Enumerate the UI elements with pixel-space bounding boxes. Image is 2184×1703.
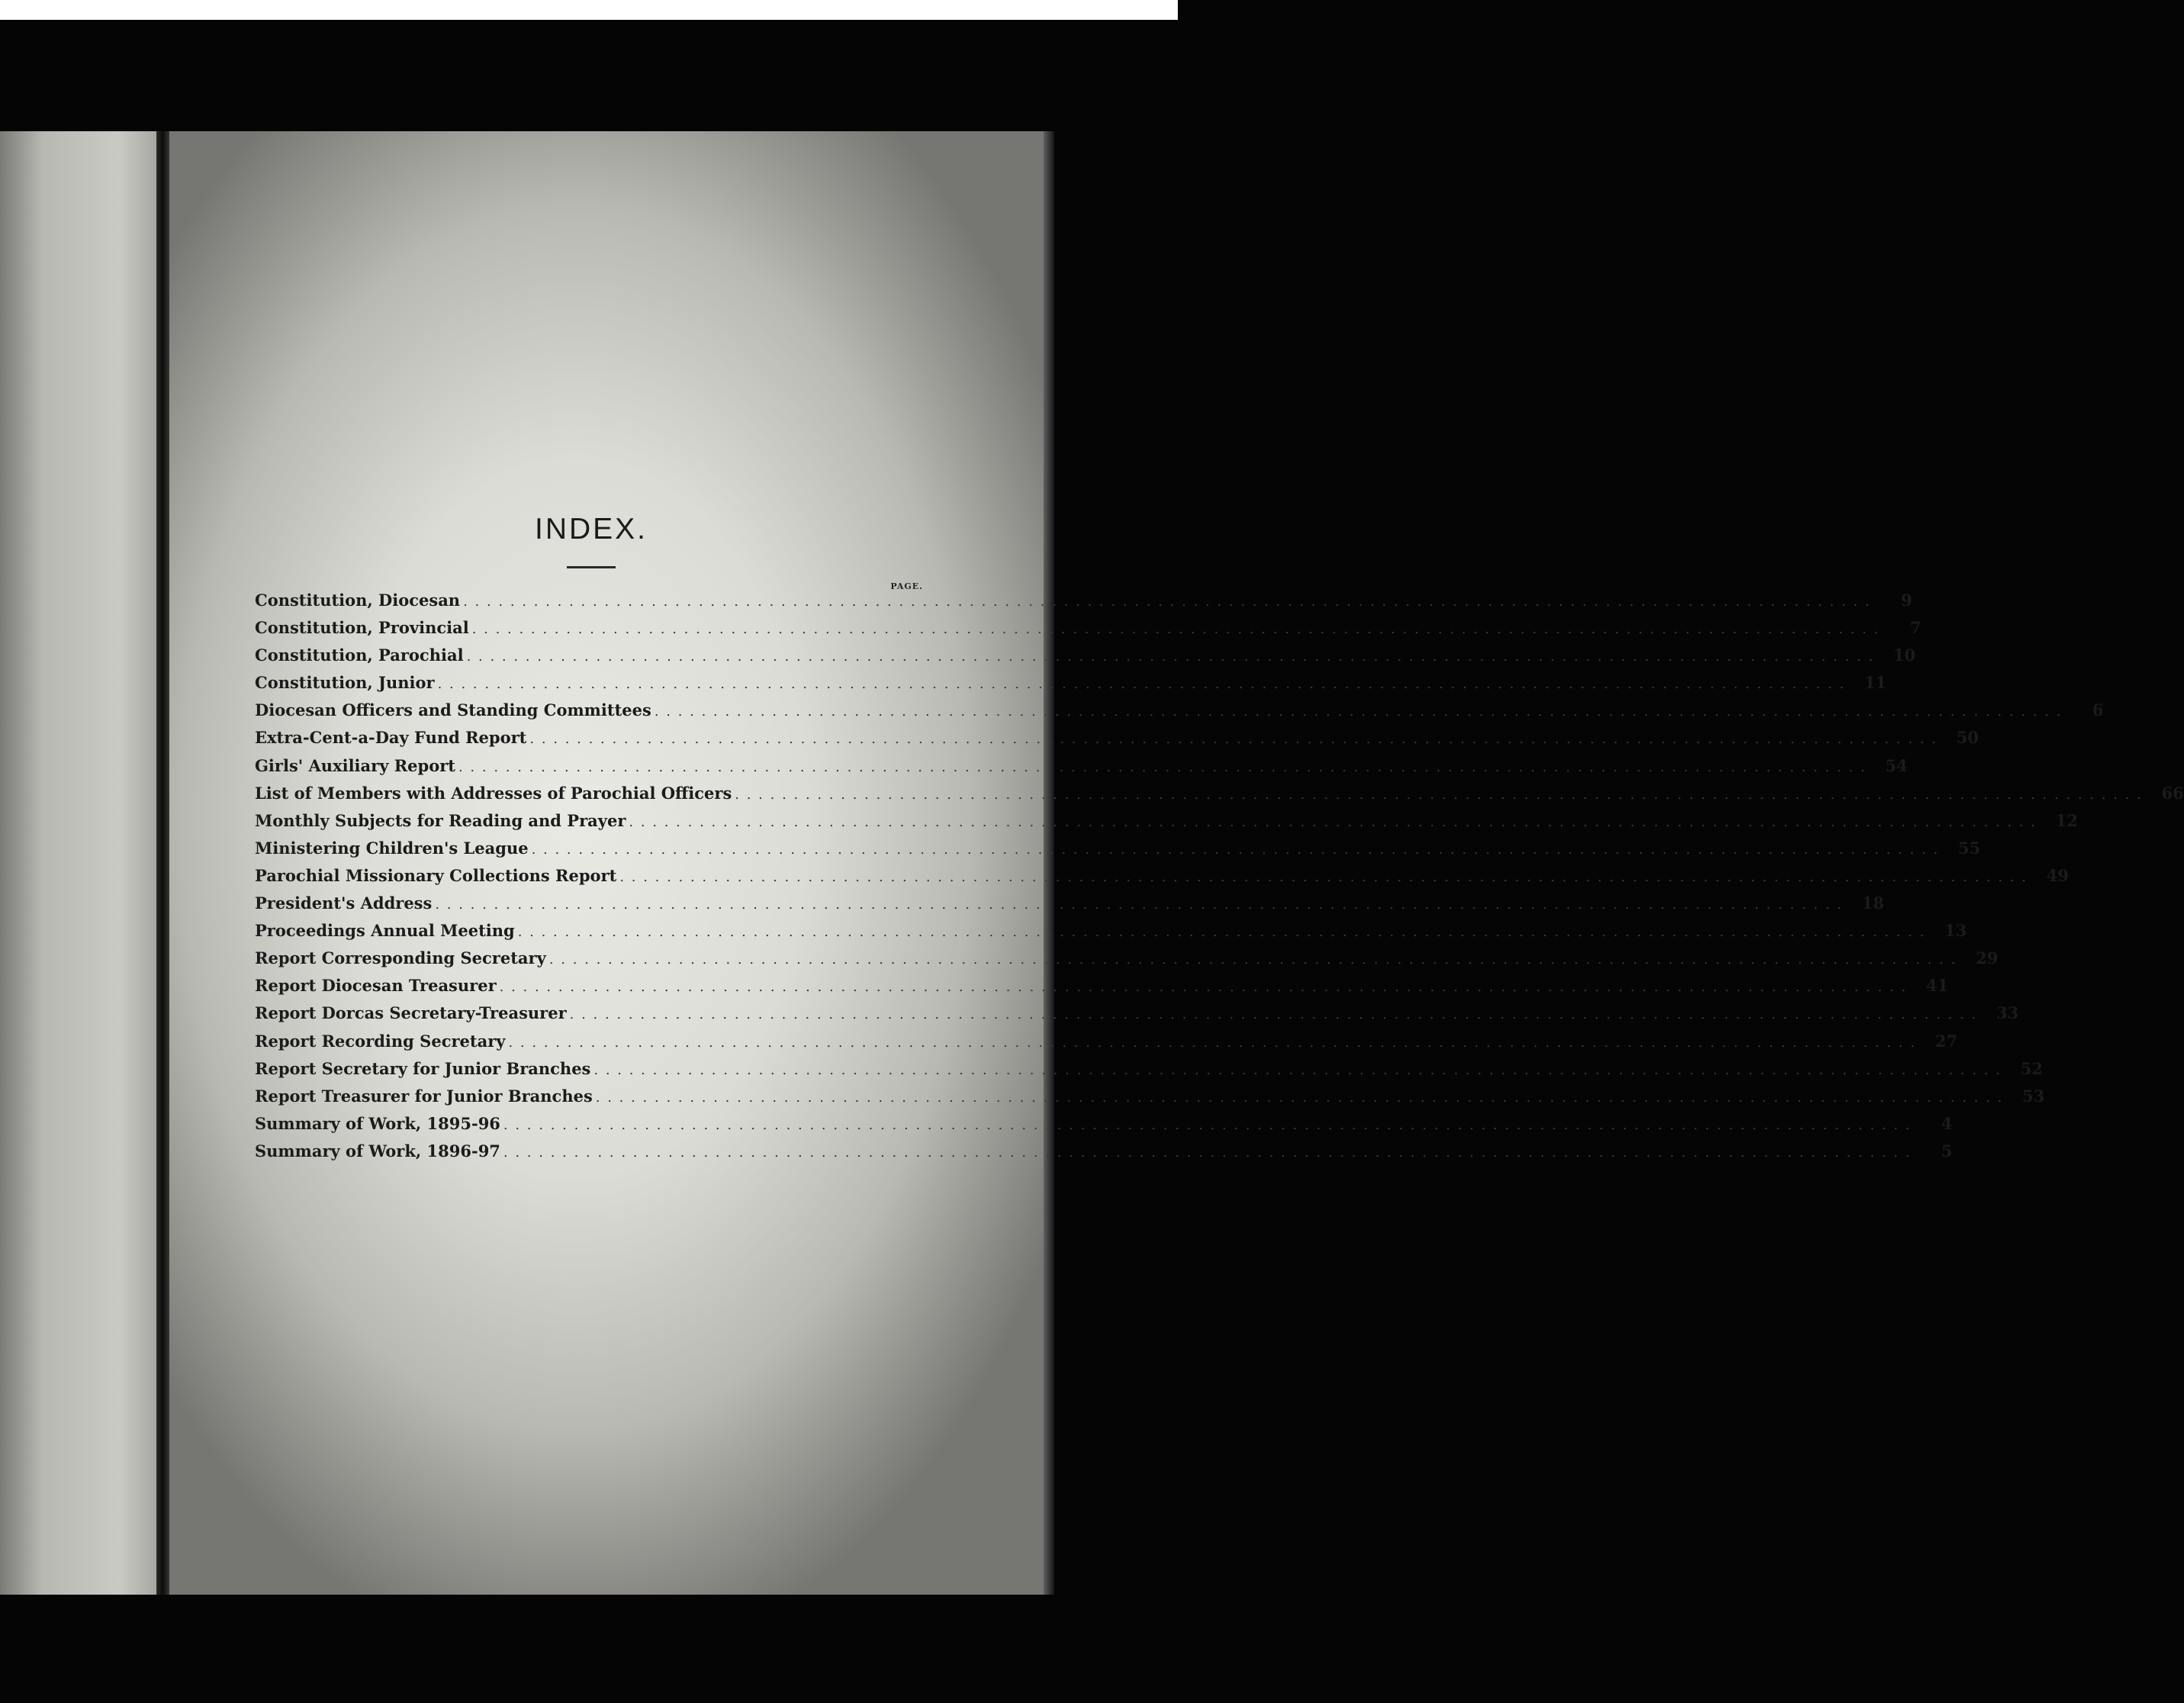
- dot-leader: . . . . . . . . . . . . . . . . . . . . . . . . . . . . . . . . . . . . . . . . . . . . . . . . . . . . . . . . . . . . . . . . . . . . . . . . . . . . . . . . . . . . . . . . . . . . . . . . . . . . . . . . . . . . . . . . . . . . . . . .: [569, 1006, 1978, 1023]
- index-entry-title: Extra-Cent-a-Day Fund Report: [255, 728, 527, 748]
- index-entry: [255, 1141, 1953, 1169]
- dot-leader: . . . . . . . . . . . . . . . . . . . . . . . . . . . . . . . . . . . . . . . . . . . . . . . . . . . . . . . . . . . . . . . . . . . . . . . . . . . . . . . . . . . . . . . . . . . . . . . . . . . . . . . . . . . . . . . . . . . . . . . .: [654, 703, 2063, 720]
- book-gutter: [156, 131, 170, 1595]
- index-entry: [255, 893, 1884, 921]
- dot-leader: . . . . . . . . . . . . . . . . . . . . . . . . . . . . . . . . . . . . . . . . . . . . . . . . . . . . . . . . . . . . . . . . . . . . . . . . . . . . . . . . . . . . . . . . . . . . . . . . . . . . . . . . . . . . . . . . . . . . . . . .: [503, 1116, 1912, 1133]
- index-entry-title: Summary of Work, 1895-96: [255, 1113, 500, 1133]
- index-entry: [255, 1086, 2045, 1114]
- index-entry: [255, 645, 1916, 673]
- dot-leader: . . . . . . . . . . . . . . . . . . . . . . . . . . . . . . . . . . . . . . . . . . . . . . . . . . . . . . . . . . . . . . . . . . . . . . . . . . . . . . . . . . . . . . . . . . . . . . . . . . . . . . . . . . . . . . . . . . . . . . . .: [595, 1089, 2004, 1106]
- index-entry-title: Report Treasurer for Junior Branches: [255, 1086, 593, 1106]
- index-entry-page: 50: [1956, 728, 1979, 748]
- index-entry-page: 10: [1893, 645, 1916, 665]
- index-entry: [255, 1058, 2043, 1087]
- dot-leader: . . . . . . . . . . . . . . . . . . . . . . . . . . . . . . . . . . . . . . . . . . . . . . . . . . . . . . . . . . . . . . . . . . . . . . . . . . . . . . . . . . . . . . . . . . . . . . . . . . . . . . . . . . . . . . . . . . . . . . . .: [466, 649, 1875, 665]
- index-entry: [255, 1113, 1953, 1141]
- index-entry-title: President's Address: [255, 893, 433, 913]
- index-entry: [255, 1003, 2019, 1031]
- dot-leader: . . . . . . . . . . . . . . . . . . . . . . . . . . . . . . . . . . . . . . . . . . . . . . . . . . . . . . . . . . . . . . . . . . . . . . . . . . . . . . . . . . . . . . . . . . . . . . . . . . . . . . . . . . . . . . . . . . . . . . . .: [471, 621, 1880, 638]
- index-entry: [255, 618, 1922, 645]
- dot-leader: . . . . . . . . . . . . . . . . . . . . . . . . . . . . . . . . . . . . . . . . . . . . . . . . . . . . . . . . . . . . . . . . . . . . . . . . . . . . . . . . . . . . . . . . . . . . . . . . . . . . . . . . . . . . . . . . . . . . . . . .: [593, 1061, 2002, 1078]
- index-entry-title: Report Secretary for Junior Branches: [255, 1058, 591, 1078]
- index-entry-title: Monthly Subjects for Reading and Prayer: [255, 810, 626, 830]
- index-entry-page: 66: [2161, 783, 2184, 803]
- dot-leader: . . . . . . . . . . . . . . . . . . . . . . . . . . . . . . . . . . . . . . . . . . . . . . . . . . . . . . . . . . . . . . . . . . . . . . . . . . . . . . . . . . . . . . . . . . . . . . . . . . . . . . . . . . . . . . . . . . . . . . . .: [463, 594, 1871, 610]
- index-entry-title: Constitution, Junior: [255, 673, 435, 693]
- dot-leader: . . . . . . . . . . . . . . . . . . . . . . . . . . . . . . . . . . . . . . . . . . . . . . . . . . . . . . . . . . . . . . . . . . . . . . . . . . . . . . . . . . . . . . . . . . . . . . . . . . . . . . . . . . . . . . . . . . . . . . . .: [435, 897, 1843, 913]
- index-entry-page: 5: [1941, 1141, 1953, 1161]
- index-entry-title: Diocesan Officers and Standing Committees: [255, 700, 651, 720]
- index-entry-title: Ministering Children's League: [255, 838, 529, 858]
- index-entry-title: Girls' Auxiliary Report: [255, 755, 455, 775]
- index-entry-page: 55: [1957, 838, 1981, 858]
- index-entry-page: 27: [1935, 1031, 1957, 1051]
- index-entry: [255, 700, 2104, 728]
- index-entry-page: 41: [1925, 976, 1949, 996]
- index-entry-title: Report Diocesan Treasurer: [255, 976, 497, 996]
- index-entry-title: Parochial Missionary Collections Report: [255, 865, 617, 885]
- index-entry: [255, 591, 1912, 618]
- index-entry: [255, 810, 2078, 839]
- dot-leader: . . . . . . . . . . . . . . . . . . . . . . . . . . . . . . . . . . . . . . . . . . . . . . . . . . . . . . . . . . . . . . . . . . . . . . . . . . . . . . . . . . . . . . . . . . . . . . . . . . . . . . . . . . . . . . . . . . . . . . . .: [517, 924, 1926, 941]
- index-entry-page: 6: [2092, 700, 2104, 720]
- dot-leader: . . . . . . . . . . . . . . . . . . . . . . . . . . . . . . . . . . . . . . . . . . . . . . . . . . . . . . . . . . . . . . . . . . . . . . . . . . . . . . . . . . . . . . . . . . . . . . . . . . . . . . . . . . . . . . . . . . . . . . . .: [508, 1034, 1916, 1051]
- scan-top-margin: [0, 0, 1178, 20]
- dot-leader: . . . . . . . . . . . . . . . . . . . . . . . . . . . . . . . . . . . . . . . . . . . . . . . . . . . . . . . . . . . . . . . . . . . . . . . . . . . . . . . . . . . . . . . . . . . . . . . . . . . . . . . . . . . . . . . . . . . . . . . .: [503, 1144, 1912, 1161]
- index-entry-page: 53: [2022, 1086, 2045, 1106]
- dot-leader: . . . . . . . . . . . . . . . . . . . . . . . . . . . . . . . . . . . . . . . . . . . . . . . . . . . . . . . . . . . . . . . . . . . . . . . . . . . . . . . . . . . . . . . . . . . . . . . . . . . . . . . . . . . . . . . . . . . . . . . .: [529, 731, 1938, 748]
- dot-leader: . . . . . . . . . . . . . . . . . . . . . . . . . . . . . . . . . . . . . . . . . . . . . . . . . . . . . . . . . . . . . . . . . . . . . . . . . . . . . . . . . . . . . . . . . . . . . . . . . . . . . . . . . . . . . . . . . . . . . . . .: [629, 813, 2037, 830]
- page-right-edge: [1044, 131, 1054, 1595]
- dot-leader: . . . . . . . . . . . . . . . . . . . . . . . . . . . . . . . . . . . . . . . . . . . . . . . . . . . . . . . . . . . . . . . . . . . . . . . . . . . . . . . . . . . . . . . . . . . . . . . . . . . . . . . . . . . . . . . . . . . . . . . .: [499, 979, 1908, 996]
- index-entry-page: 11: [1864, 673, 1887, 693]
- index-entry-page: 29: [1976, 948, 1999, 968]
- index-list: [255, 591, 2184, 1169]
- index-entry-title: Constitution, Diocesan: [255, 591, 461, 610]
- index-entry-title: List of Members with Addresses of Parochial Officers: [255, 783, 732, 803]
- index-entry-title: Proceedings Annual Meeting: [255, 921, 515, 941]
- index-entry-page: 18: [1861, 893, 1884, 913]
- index-entry: [255, 755, 1908, 784]
- dot-leader: . . . . . . . . . . . . . . . . . . . . . . . . . . . . . . . . . . . . . . . . . . . . . . . . . . . . . . . . . . . . . . . . . . . . . . . . . . . . . . . . . . . . . . . . . . . . . . . . . . . . . . . . . . . . . . . . . . . . . . . .: [531, 841, 1940, 858]
- dot-leader: . . . . . . . . . . . . . . . . . . . . . . . . . . . . . . . . . . . . . . . . . . . . . . . . . . . . . . . . . . . . . . . . . . . . . . . . . . . . . . . . . . . . . . . . . . . . . . . . . . . . . . . . . . . . . . . . . . . . . . . .: [735, 786, 2143, 803]
- index-entry: [255, 976, 1949, 1003]
- index-entry-title: Report Recording Secretary: [255, 1031, 506, 1051]
- page-title: INDEX.: [534, 513, 648, 546]
- dot-leader: . . . . . . . . . . . . . . . . . . . . . . . . . . . . . . . . . . . . . . . . . . . . . . . . . . . . . . . . . . . . . . . . . . . . . . . . . . . . . . . . . . . . . . . . . . . . . . . . . . . . . . . . . . . . . . . . . . . . . . . .: [437, 676, 1846, 693]
- index-entry: [255, 838, 1981, 866]
- index-entry-title: Constitution, Provincial: [255, 618, 469, 638]
- index-entry-page: 49: [2046, 865, 2069, 885]
- index-entry-title: Constitution, Parochial: [255, 645, 464, 665]
- index-entry-title: Report Dorcas Secretary-Treasurer: [255, 1003, 567, 1023]
- index-entry: [255, 921, 1967, 948]
- index-entry-title: Report Corresponding Secretary: [255, 948, 546, 968]
- index-entry-page: 54: [1885, 755, 1908, 775]
- index-entry-page: 52: [2020, 1058, 2043, 1078]
- index-entry-page: 9: [1900, 591, 1912, 610]
- index-entry-page: 7: [1909, 618, 1922, 638]
- index-entry-page: 4: [1941, 1113, 1953, 1133]
- index-entry-page: 13: [1944, 921, 1967, 941]
- title-rule: [567, 566, 616, 568]
- index-entry-title: Summary of Work, 1896-97: [255, 1141, 500, 1161]
- index-entry: [255, 948, 1999, 976]
- dot-leader: . . . . . . . . . . . . . . . . . . . . . . . . . . . . . . . . . . . . . . . . . . . . . . . . . . . . . . . . . . . . . . . . . . . . . . . . . . . . . . . . . . . . . . . . . . . . . . . . . . . . . . . . . . . . . . . . . . . . . . . .: [548, 951, 1957, 968]
- index-entry: [255, 865, 2069, 893]
- index-entry-page: 33: [1996, 1003, 2019, 1023]
- left-page-edge: [0, 131, 169, 1595]
- index-entry: [255, 783, 2184, 811]
- index-entry: [255, 1031, 1957, 1059]
- index-entry: [255, 673, 1887, 700]
- index-entry: [255, 728, 1979, 755]
- dot-leader: . . . . . . . . . . . . . . . . . . . . . . . . . . . . . . . . . . . . . . . . . . . . . . . . . . . . . . . . . . . . . . . . . . . . . . . . . . . . . . . . . . . . . . . . . . . . . . . . . . . . . . . . . . . . . . . . . . . . . . . .: [619, 868, 2028, 885]
- page-column-header: PAGE.: [890, 581, 923, 591]
- index-entry-page: 12: [2055, 810, 2078, 830]
- dot-leader: . . . . . . . . . . . . . . . . . . . . . . . . . . . . . . . . . . . . . . . . . . . . . . . . . . . . . . . . . . . . . . . . . . . . . . . . . . . . . . . . . . . . . . . . . . . . . . . . . . . . . . . . . . . . . . . . . . . . . . . .: [458, 758, 1867, 775]
